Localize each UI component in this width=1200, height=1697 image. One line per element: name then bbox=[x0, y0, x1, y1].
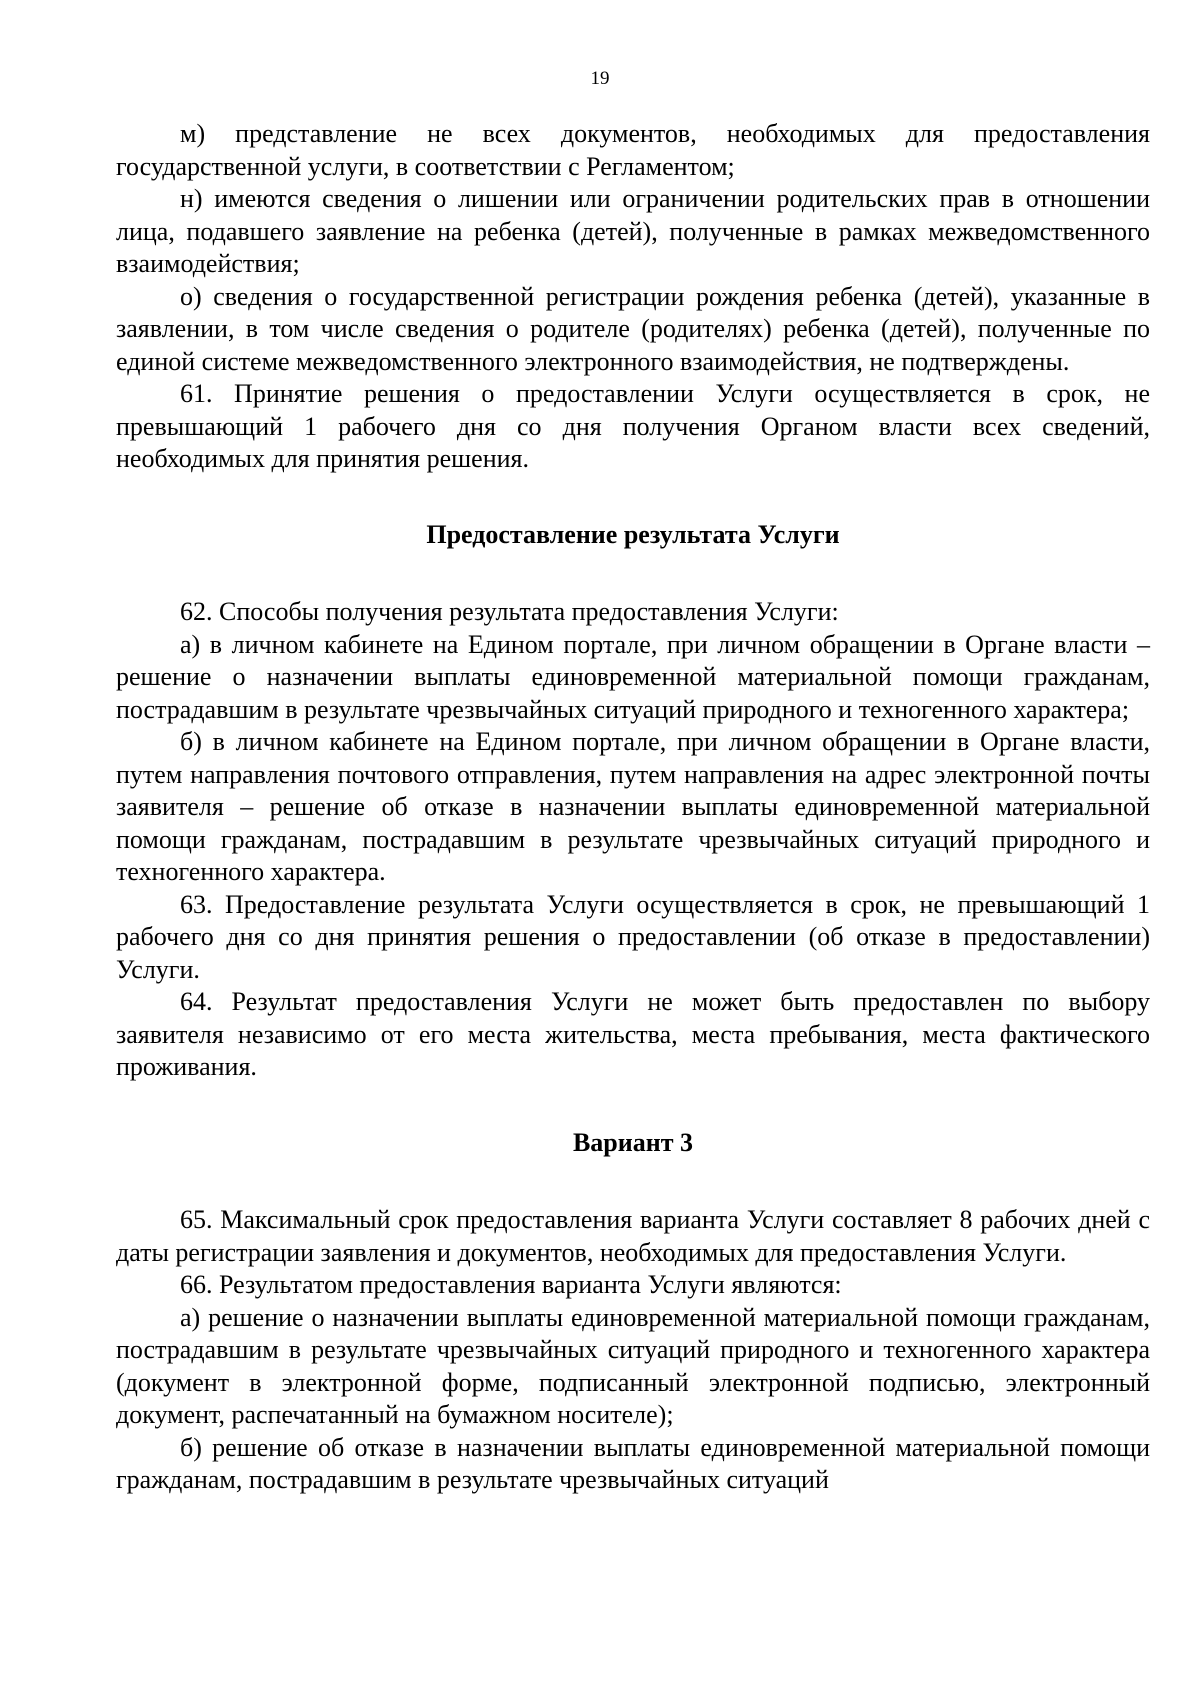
paragraph-66: 66. Результатом предоставления варианта Услуги являются: bbox=[180, 1270, 842, 1299]
paragraph-64: 64. Результат предоставления Услуги не может быть предоставлен по выбору заявителя независимо от его места жительства, места пребывания, места фактического проживания. bbox=[116, 987, 1150, 1081]
paragraph-61: 61. Принятие решения о предоставлении Услуги осуществляется в срок, не превышающий 1 рабочего дня со дня получения Органом власти всех сведений, необходимых для принятия решения. bbox=[116, 379, 1150, 473]
paragraph-62-b: б) в личном кабинете на Едином портале, при личном обращении в Органе власти, путем направления почтового отправления, путем направления на адрес электронной почты заявителя – решение об отказе в назначении выплаты единовременной материальной помощи гражданам, пострадавшим в результате чрезвычайных ситуаций природного и техногенного характера. bbox=[116, 727, 1150, 886]
paragraph-66-a: а) решение о назначении выплаты единовременной материальной помощи гражданам, пострадавшим в результате чрезвычайных ситуаций природного и техногенного характера (документ в электронной форме, подписанный электронной подписью, электронный документ, распечатанный на бумажном носителе); bbox=[116, 1302, 1150, 1429]
document-body bbox=[116, 118, 1150, 1497]
section-heading-result: Предоставление результата Услуги bbox=[426, 519, 840, 549]
page-number: 19 bbox=[590, 68, 610, 89]
paragraph-item-o: о) сведения о государственной регистрации рождения ребенка (детей), указанные в заявлении, в том числе сведения о родителе (родителях) ребенка (детей), полученные по единой системе межведомственного электронного взаимодействия, не подтверждены. bbox=[116, 281, 1150, 376]
paragraph-item-n: н) имеются сведения о лишении или ограничении родительских прав в отношении лица, подавшего заявление на ребенка (детей), полученные в рамках межведомственного взаимодействия; bbox=[116, 184, 1150, 278]
paragraph-62-a: а) в личном кабинете на Едином портале, при личном обращении в Органе власти – решение о назначении выплаты единовременной материальной помощи гражданам, пострадавшим в результате чрезвычайных ситуаций природного и техногенного характера; bbox=[116, 629, 1150, 724]
section-heading-variant-3: Вариант 3 bbox=[572, 1127, 694, 1157]
paragraph-66-b: б) решение об отказе в назначении выплаты единовременной материальной помощи гражданам, пострадавшим в результате чрезвычайных ситуаций bbox=[116, 1432, 1150, 1494]
paragraph-62: 62. Способы получения результата предоставления Услуги: bbox=[180, 597, 839, 626]
paragraph-item-m: м) представление не всех документов, необходимых для предоставления государственной услуги, в соответствии с Регламентом; bbox=[116, 119, 1150, 181]
paragraph-65: 65. Максимальный срок предоставления варианта Услуги составляет 8 рабочих дней с даты регистрации заявления и документов, необходимых для предоставления Услуги. bbox=[116, 1205, 1150, 1267]
paragraph-63: 63. Предоставление результата Услуги осуществляется в срок, не превышающий 1 рабочего дня со дня принятия решения о предоставлении (об отказе в предоставлении) Услуги. bbox=[116, 889, 1150, 984]
